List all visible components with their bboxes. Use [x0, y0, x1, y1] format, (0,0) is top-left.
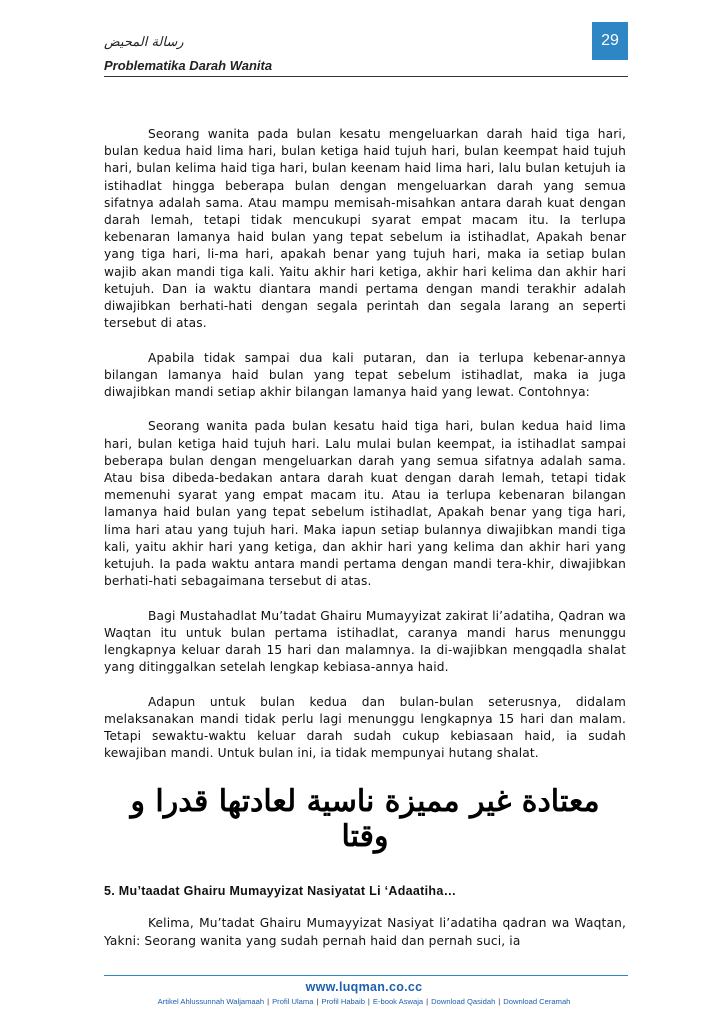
footer-link-profil-habaib[interactable]: Profil Habaib: [321, 997, 365, 1006]
paragraph: Seorang wanita pada bulan kesatu mengeluarkan darah haid tiga hari, bulan kedua haid lima hari, bulan ketiga haid tujuh hari, bulan keempat haid tujuh hari, bulan kelima haid tiga hari, bulan keenam haid lima hari, lalu bulan ketujuh ia istihadlat hingga beberapa bulan dengan mengeluarkan darah yang semua sifatnya adalah sama. Atau mampu memisah-misahkan antara darah kuat dengan darah lemah, tetapi tidak mencukupi syarat empat macam itu. Ia terlupa kebenaran lamanya haid bulan yang tepat sebelum ia istihadlat, Apakah benar yang tiga hari, li-ma hari, apakah benar yang tujuh hari, maka ia setiap bulan wajib akan mandi tiga kali. Yaitu akhir hari ketiga, akhir hari kelima dan akhir hari ketujuh. Dan ia waktu diantara mandi pertama dengan mandi terakhir adalah diwajibkan berhati-hati dengan segala perintah dan segala larang an seperti tersebut di atas.: [104, 127, 626, 331]
footer-link-profil-ulama[interactable]: Profil Ulama: [272, 997, 314, 1006]
paragraph: Adapun untuk bulan kedua dan bulan-bulan seterusnya, didalam melaksanakan mandi tidak perlu lagi menunggu lengkapnya 15 hari dan malam. Tetapi sewaktu-waktu keluar darah sudah cukup kebiasaan haid, ia sudah kewajiban mandi. Untuk bulan ini, ia tidak mempunyai hutang shalat.: [104, 694, 626, 761]
paragraph: Apabila tidak sampai dua kali putaran, dan ia terlupa kebenar-annya bilangan lamanya haid bulan yang tepat sebelum istihadlat, maka ia juga diwajibkan mandi setiap akhir bilangan lamanya haid yang lewat. Contohnya:: [104, 350, 626, 400]
footer-link-artikel[interactable]: Artikel Ahlussunnah Waljamaah: [157, 997, 265, 1006]
section-heading: 5. Mu’taadat Ghairu Mumayyizat Nasiyatat Li ‘Adaatiha…: [104, 884, 457, 899]
footer-separator: |: [426, 997, 429, 1006]
paragraph: Bagi Mustahadlat Mu’tadat Ghairu Mumayyizat zakirat li’adatiha, Qadran wa Waqtan itu untuk bulan pertama istihadlat, caranya mandi harus menunggu lengkapnya keluar darah 15 hari dan malamnya. Ia di-wajibkan mengqadla shalat yang ditinggalkan setelah lengkap kebiasa-annya haid.: [104, 608, 626, 675]
footer-separator: |: [316, 997, 319, 1006]
footer-link-bar: [0, 997, 728, 1006]
footer-link-ceramah[interactable]: Download Ceramah: [503, 997, 571, 1006]
arabic-term-heading: معتادة غير مميزة ناسية لعادتها قدرا و وقتا: [130, 784, 600, 855]
header-divider: [104, 76, 628, 77]
page-content: [104, 126, 626, 967]
footer-separator: |: [498, 997, 501, 1006]
footer-link-ebook[interactable]: E-book Aswaja: [372, 997, 424, 1006]
footer-separator: |: [367, 997, 370, 1006]
book-title: Problematika Darah Wanita: [104, 58, 273, 73]
footer-separator: |: [267, 997, 270, 1006]
paragraph: Seorang wanita pada bulan kesatu haid tiga hari, bulan kedua haid lima hari, bulan ketiga haid tujuh hari. Lalu mulai bulan keempat, ia istihadlat sampai beberapa bulan dengan mengeluarkan darah yang semua sifatnya adalah sama. Atau bisa dibeda-bedakan antara darah kuat dengan darah lemah, tetapi tidak memenuhi syarat yang empat macam itu. Atau ia terlupa kebenaran bilangan lamanya haid bulan yang tepat sebelum istihadlat, Apakah benar yang tiga hari, lima hari atau yang tujuh hari. Maka iapun setiap bulannya diwajibkan mandi tiga kali, yaitu akhir hari yang ketiga, dan akhir hari yang kelima dan akhir hari yang ketujuh. Ia pada waktu antara mandi pertama dengan mandi tera-khir, diwajibkan berhati-hati sebagaimana tersebut di atas.: [104, 419, 626, 589]
footer-divider: [104, 975, 628, 976]
footer-link-qasidah[interactable]: Download Qasidah: [431, 997, 496, 1006]
footer-website-link[interactable]: www.luqman.co.cc: [305, 980, 423, 994]
paragraph: Kelima, Mu’tadat Ghairu Mumayyizat Nasiyat li’adatiha qadran wa Waqtan, Yakni: Seorang wanita yang sudah pernah haid dan pernah suci, ia: [104, 916, 626, 948]
page-number-badge: 29: [592, 22, 628, 60]
arabic-book-title: رسالة المحيض: [104, 35, 184, 50]
